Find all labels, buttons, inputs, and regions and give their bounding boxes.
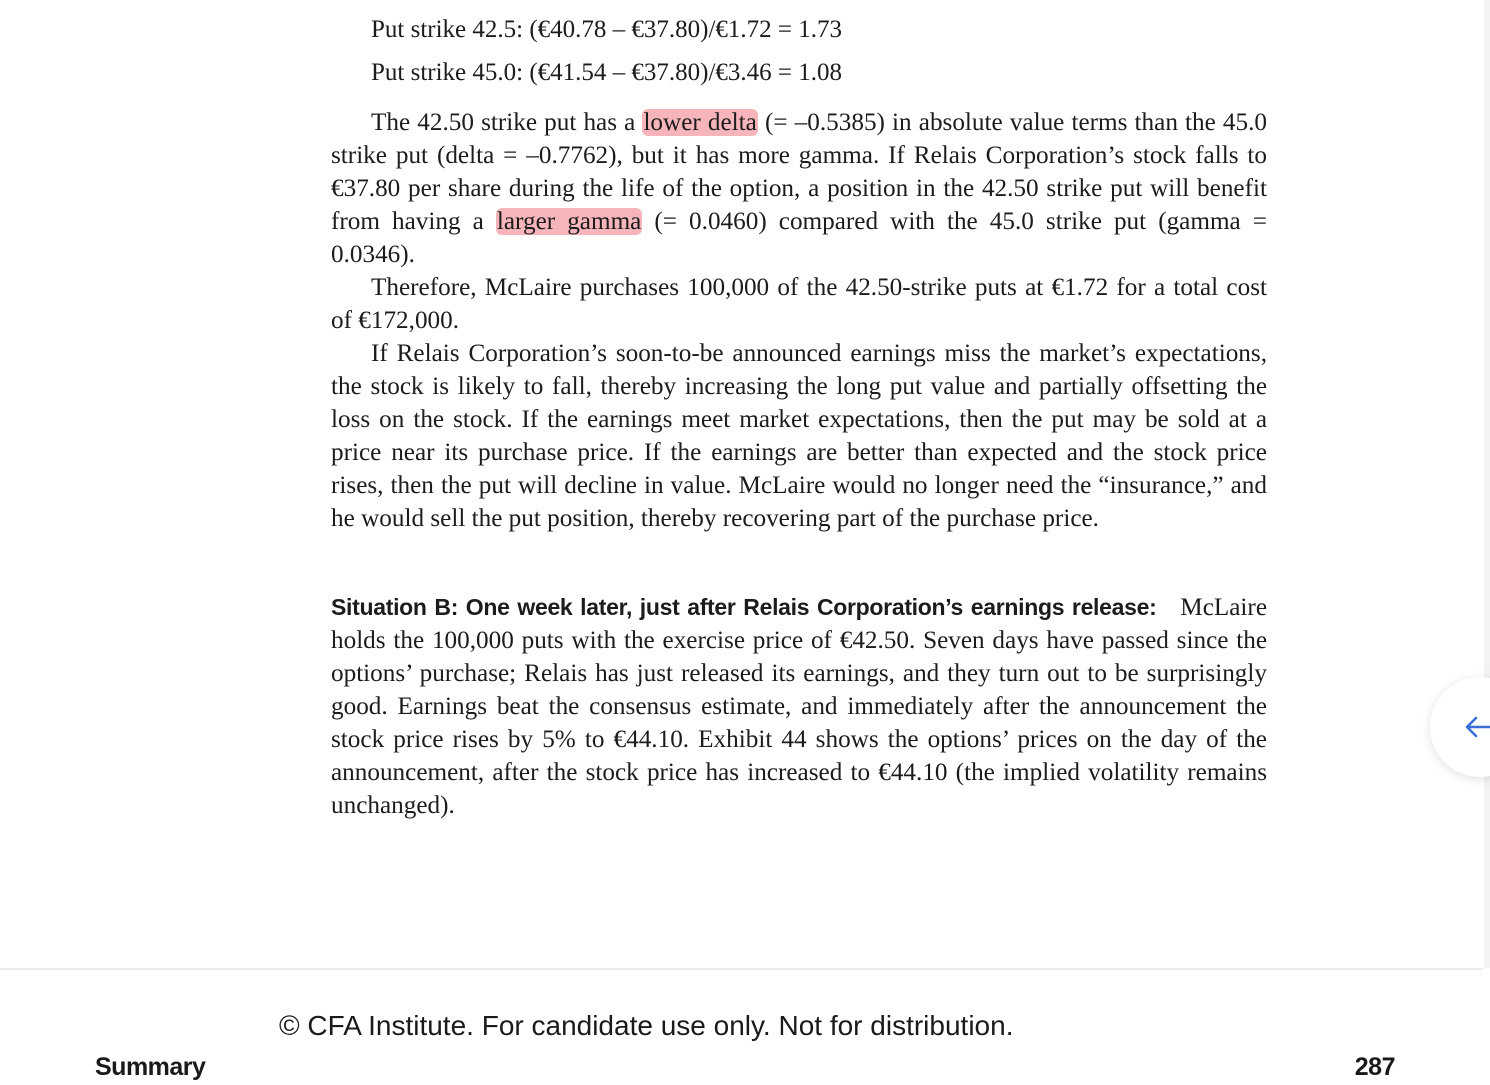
section-title: Summary xyxy=(95,1053,206,1081)
paragraph-earnings-scenarios: If Relais Corporation’s soon-to-be announced earnings miss the market’s expectations, the stock is likely to fall, thereby increasing the long put value and partially offsetting the loss on the stock. If the earnings meet market expectations, then the put may be sold at a price near its purchase price. If the earnings are better than expected and the stock price rises, then the put will decline in value. McLaire would no longer need the “insurance,” and he would sell the put position, thereby recovering part of the purchase price. xyxy=(331,340,1267,532)
copyright-notice: © CFA Institute. For candidate use only. Not for distribution. xyxy=(279,1010,1014,1041)
situation-b-title: Situation B: One week later, just after Relais Corporation’s earnings release: xyxy=(331,594,1157,620)
paragraph-text: (= –0.5385) in absolute value terms than the 45.0 strike put (delta = –0.7762), but it has more gamma. If Relais Corporation’s stock falls to €37.80 per share during the life of the option, a position in the 42.50 strike put will benefit from having a xyxy=(331,109,1267,235)
highlight-lower-delta[interactable]: lower delta xyxy=(643,109,757,136)
situation-b-block xyxy=(331,591,1267,822)
main-text-block xyxy=(331,106,1267,535)
paragraph-text: (= 0.0460) compared with the 45.0 strike put (gamma = 0.0346). xyxy=(331,208,1267,268)
paragraph-text: The 42.50 strike put has a xyxy=(371,109,643,136)
highlight-larger-gamma[interactable]: larger gamma xyxy=(496,208,642,235)
situation-b-text: McLaire holds the 100,000 puts with the exercise price of €42.50. Seven days have passed since the options’ purchase; Relais has just released its earnings, and they turn out to be surprisingly good. Earnings beat the consensus estimate, and immediately after the announcement the stock price rises by 5% to €44.10. Exhibit 44 shows the options’ prices on the day of the announcement, after the stock price has increased to €44.10 (the implied volatility remains unchanged). xyxy=(331,594,1268,819)
formula-put-42-5: Put strike 42.5: (€40.78 – €37.80)/€1.72 = 1.73 xyxy=(371,16,843,43)
vertical-scrollbar[interactable] xyxy=(1484,0,1490,968)
paragraph-purchase: Therefore, McLaire purchases 100,000 of the 42.50-strike puts at €1.72 for a total cost of €172,000. xyxy=(331,274,1267,334)
formula-put-45-0: Put strike 45.0: (€41.54 – €37.80)/€3.46 = 1.08 xyxy=(371,59,843,86)
footer-divider xyxy=(0,968,1483,970)
paragraph-delta-gamma xyxy=(331,106,1267,271)
paragraph-situation-b xyxy=(331,591,1267,822)
back-arrow-icon xyxy=(1464,715,1490,739)
page-number: 287 xyxy=(1354,1053,1395,1081)
back-button[interactable] xyxy=(1430,677,1490,777)
